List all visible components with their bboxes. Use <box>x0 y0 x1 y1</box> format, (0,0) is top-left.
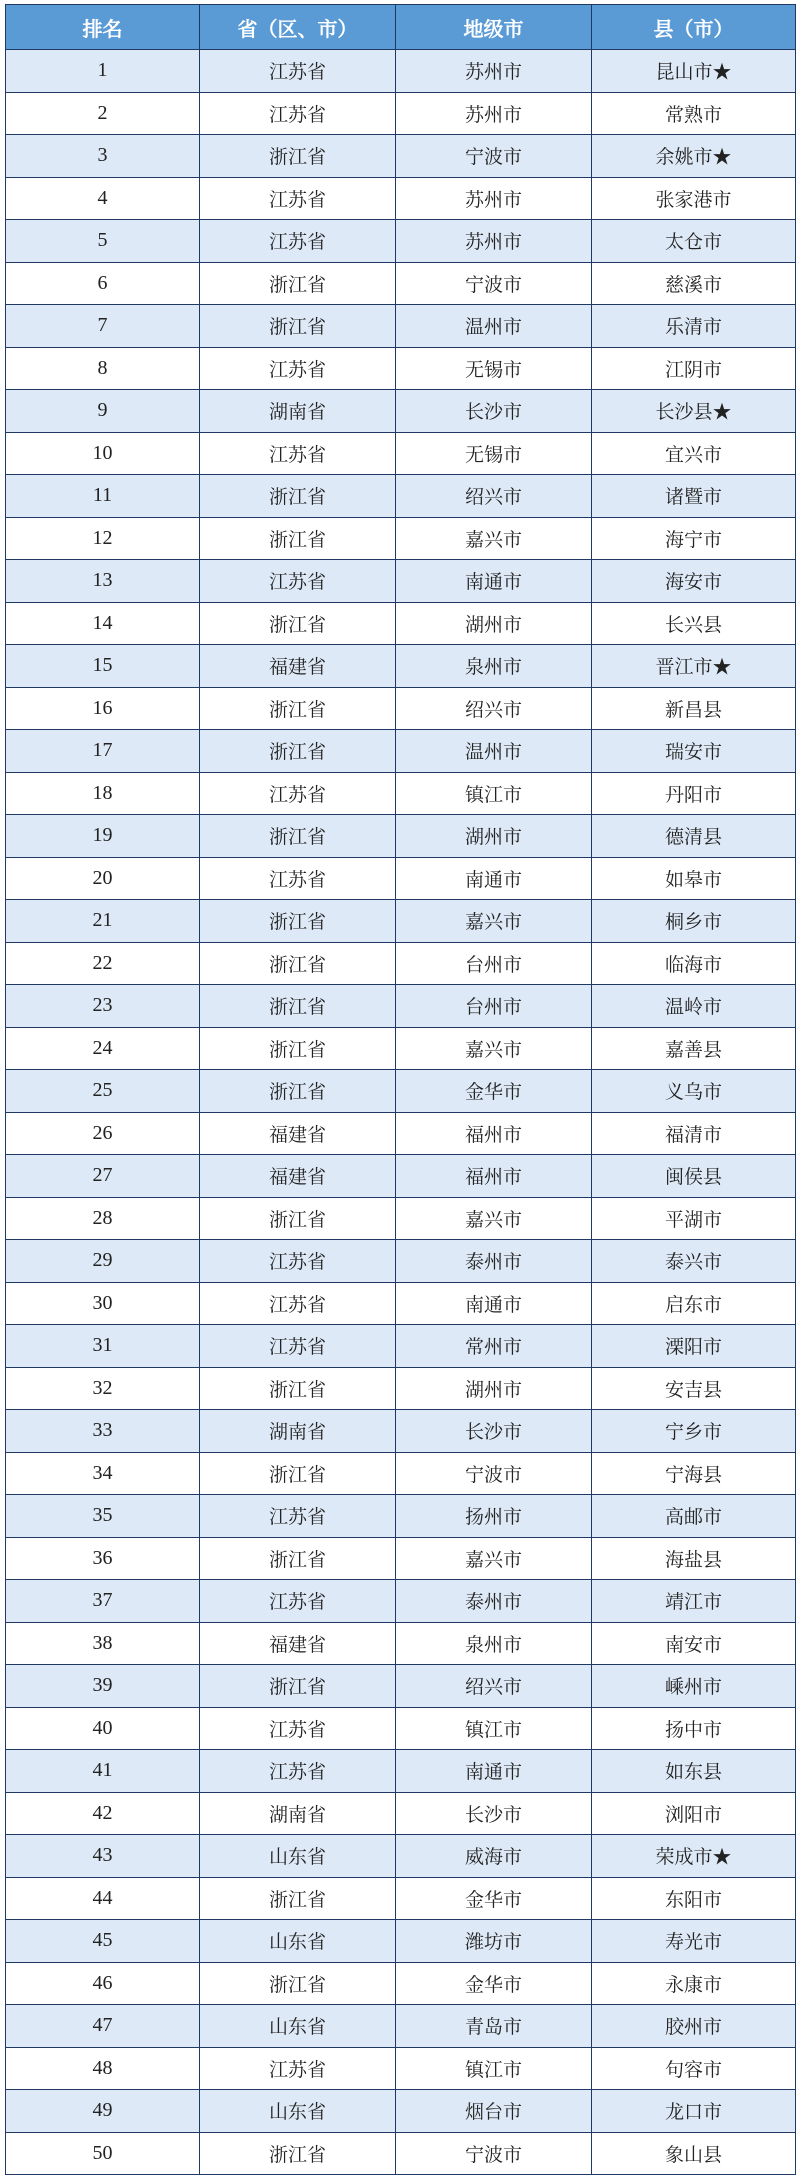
cell-rank: 47 <box>6 2005 200 2048</box>
cell-county: 平湖市 <box>592 1197 796 1240</box>
cell-province: 福建省 <box>200 645 396 688</box>
cell-province: 江苏省 <box>200 177 396 220</box>
header-prefecture-city: 地级市 <box>396 5 592 50</box>
cell-prefecture-city: 潍坊市 <box>396 1920 592 1963</box>
table-row <box>6 2047 796 2090</box>
cell-county: 德清县 <box>592 815 796 858</box>
cell-province: 山东省 <box>200 1920 396 1963</box>
cell-prefecture-city: 嘉兴市 <box>396 1537 592 1580</box>
cell-province: 山东省 <box>200 2005 396 2048</box>
cell-rank: 27 <box>6 1155 200 1198</box>
cell-prefecture-city: 嘉兴市 <box>396 517 592 560</box>
table-row <box>6 1325 796 1368</box>
cell-county: 瑞安市 <box>592 730 796 773</box>
cell-county: 乐清市 <box>592 305 796 348</box>
cell-rank: 23 <box>6 985 200 1028</box>
cell-prefecture-city: 苏州市 <box>396 50 592 93</box>
cell-prefecture-city: 绍兴市 <box>396 687 592 730</box>
table-row <box>6 262 796 305</box>
cell-prefecture-city: 宁波市 <box>396 2132 592 2175</box>
table-row <box>6 50 796 93</box>
cell-prefecture-city: 福州市 <box>396 1155 592 1198</box>
cell-county: 丹阳市 <box>592 772 796 815</box>
cell-province: 浙江省 <box>200 1877 396 1920</box>
cell-prefecture-city: 台州市 <box>396 942 592 985</box>
cell-prefecture-city: 长沙市 <box>396 1792 592 1835</box>
cell-province: 浙江省 <box>200 262 396 305</box>
cell-county: 义乌市 <box>592 1070 796 1113</box>
cell-province: 湖南省 <box>200 390 396 433</box>
table-row <box>6 305 796 348</box>
table-row <box>6 2090 796 2133</box>
cell-prefecture-city: 温州市 <box>396 730 592 773</box>
cell-prefecture-city: 泰州市 <box>396 1240 592 1283</box>
cell-rank: 10 <box>6 432 200 475</box>
cell-province: 江苏省 <box>200 220 396 263</box>
cell-prefecture-city: 泉州市 <box>396 1622 592 1665</box>
cell-rank: 11 <box>6 475 200 518</box>
table-row <box>6 220 796 263</box>
table-body <box>6 50 796 2175</box>
cell-province: 浙江省 <box>200 815 396 858</box>
cell-province: 湖南省 <box>200 1410 396 1453</box>
table-row <box>6 687 796 730</box>
cell-rank: 14 <box>6 602 200 645</box>
cell-province: 江苏省 <box>200 1495 396 1538</box>
header-row <box>6 5 796 50</box>
cell-province: 江苏省 <box>200 347 396 390</box>
header-rank: 排名 <box>6 5 200 50</box>
table-row <box>6 1452 796 1495</box>
cell-rank: 7 <box>6 305 200 348</box>
cell-prefecture-city: 镇江市 <box>396 772 592 815</box>
cell-rank: 8 <box>6 347 200 390</box>
cell-rank: 46 <box>6 1962 200 2005</box>
header-province: 省（区、市） <box>200 5 396 50</box>
cell-rank: 4 <box>6 177 200 220</box>
cell-county: 寿光市 <box>592 1920 796 1963</box>
cell-rank: 15 <box>6 645 200 688</box>
cell-province: 福建省 <box>200 1155 396 1198</box>
table-header <box>6 5 796 50</box>
table-row <box>6 985 796 1028</box>
cell-rank: 6 <box>6 262 200 305</box>
cell-rank: 44 <box>6 1877 200 1920</box>
cell-county: 福清市 <box>592 1112 796 1155</box>
table-row <box>6 2005 796 2048</box>
cell-rank: 16 <box>6 687 200 730</box>
table-row <box>6 1622 796 1665</box>
table-row <box>6 730 796 773</box>
table-row <box>6 1282 796 1325</box>
cell-rank: 32 <box>6 1367 200 1410</box>
cell-rank: 20 <box>6 857 200 900</box>
table-row <box>6 390 796 433</box>
cell-rank: 35 <box>6 1495 200 1538</box>
cell-rank: 48 <box>6 2047 200 2090</box>
cell-county: 高邮市 <box>592 1495 796 1538</box>
cell-rank: 3 <box>6 135 200 178</box>
cell-rank: 5 <box>6 220 200 263</box>
cell-county: 象山县 <box>592 2132 796 2175</box>
cell-province: 江苏省 <box>200 1750 396 1793</box>
cell-county: 常熟市 <box>592 92 796 135</box>
table-row <box>6 1835 796 1878</box>
cell-province: 浙江省 <box>200 985 396 1028</box>
table-row <box>6 432 796 475</box>
cell-province: 浙江省 <box>200 305 396 348</box>
table-row <box>6 1070 796 1113</box>
cell-rank: 13 <box>6 560 200 603</box>
table-row <box>6 1495 796 1538</box>
cell-province: 浙江省 <box>200 1367 396 1410</box>
cell-prefecture-city: 无锡市 <box>396 432 592 475</box>
cell-county: 浏阳市 <box>592 1792 796 1835</box>
cell-prefecture-city: 嘉兴市 <box>396 1027 592 1070</box>
cell-rank: 33 <box>6 1410 200 1453</box>
table-row <box>6 1962 796 2005</box>
cell-province: 江苏省 <box>200 92 396 135</box>
cell-province: 浙江省 <box>200 1537 396 1580</box>
cell-rank: 21 <box>6 900 200 943</box>
cell-prefecture-city: 金华市 <box>396 1070 592 1113</box>
cell-province: 浙江省 <box>200 135 396 178</box>
cell-rank: 36 <box>6 1537 200 1580</box>
cell-rank: 42 <box>6 1792 200 1835</box>
cell-prefecture-city: 金华市 <box>396 1962 592 2005</box>
cell-province: 浙江省 <box>200 900 396 943</box>
cell-prefecture-city: 无锡市 <box>396 347 592 390</box>
cell-county: 泰兴市 <box>592 1240 796 1283</box>
cell-rank: 29 <box>6 1240 200 1283</box>
cell-county: 江阴市 <box>592 347 796 390</box>
table-row <box>6 815 796 858</box>
cell-province: 浙江省 <box>200 730 396 773</box>
cell-prefecture-city: 湖州市 <box>396 1367 592 1410</box>
cell-province: 江苏省 <box>200 1282 396 1325</box>
cell-rank: 43 <box>6 1835 200 1878</box>
cell-county: 永康市 <box>592 1962 796 2005</box>
table-row <box>6 517 796 560</box>
cell-county: 温岭市 <box>592 985 796 1028</box>
table-row <box>6 942 796 985</box>
cell-province: 江苏省 <box>200 772 396 815</box>
cell-province: 浙江省 <box>200 687 396 730</box>
cell-rank: 31 <box>6 1325 200 1368</box>
cell-county: 诸暨市 <box>592 475 796 518</box>
cell-province: 江苏省 <box>200 1707 396 1750</box>
cell-province: 浙江省 <box>200 2132 396 2175</box>
cell-county: 桐乡市 <box>592 900 796 943</box>
table-row <box>6 1580 796 1623</box>
cell-county: 安吉县 <box>592 1367 796 1410</box>
table-row <box>6 1240 796 1283</box>
cell-prefecture-city: 泰州市 <box>396 1580 592 1623</box>
cell-county: 东阳市 <box>592 1877 796 1920</box>
cell-county: 余姚市★ <box>592 135 796 178</box>
cell-prefecture-city: 金华市 <box>396 1877 592 1920</box>
cell-province: 江苏省 <box>200 50 396 93</box>
cell-county: 荣成市★ <box>592 1835 796 1878</box>
cell-prefecture-city: 扬州市 <box>396 1495 592 1538</box>
table-row <box>6 1197 796 1240</box>
table-row <box>6 1537 796 1580</box>
table-row <box>6 1750 796 1793</box>
cell-prefecture-city: 湖州市 <box>396 602 592 645</box>
cell-prefecture-city: 威海市 <box>396 1835 592 1878</box>
cell-prefecture-city: 苏州市 <box>396 220 592 263</box>
cell-county: 海安市 <box>592 560 796 603</box>
table-row <box>6 177 796 220</box>
table-row <box>6 1027 796 1070</box>
cell-province: 浙江省 <box>200 475 396 518</box>
cell-rank: 45 <box>6 1920 200 1963</box>
cell-province: 浙江省 <box>200 1027 396 1070</box>
cell-county: 长沙县★ <box>592 390 796 433</box>
cell-county: 长兴县 <box>592 602 796 645</box>
cell-county: 临海市 <box>592 942 796 985</box>
cell-county: 闽侯县 <box>592 1155 796 1198</box>
cell-rank: 37 <box>6 1580 200 1623</box>
table-row <box>6 857 796 900</box>
cell-county: 慈溪市 <box>592 262 796 305</box>
cell-county: 靖江市 <box>592 1580 796 1623</box>
cell-prefecture-city: 嘉兴市 <box>396 1197 592 1240</box>
cell-prefecture-city: 宁波市 <box>396 135 592 178</box>
table-row <box>6 1877 796 1920</box>
cell-prefecture-city: 泉州市 <box>396 645 592 688</box>
cell-county: 嵊州市 <box>592 1665 796 1708</box>
cell-rank: 50 <box>6 2132 200 2175</box>
table-row <box>6 1155 796 1198</box>
cell-rank: 2 <box>6 92 200 135</box>
table-row <box>6 1665 796 1708</box>
cell-county: 溧阳市 <box>592 1325 796 1368</box>
cell-province: 江苏省 <box>200 857 396 900</box>
cell-rank: 49 <box>6 2090 200 2133</box>
cell-province: 山东省 <box>200 1835 396 1878</box>
cell-county: 张家港市 <box>592 177 796 220</box>
cell-county: 嘉善县 <box>592 1027 796 1070</box>
cell-rank: 41 <box>6 1750 200 1793</box>
cell-rank: 30 <box>6 1282 200 1325</box>
cell-rank: 40 <box>6 1707 200 1750</box>
cell-county: 新昌县 <box>592 687 796 730</box>
cell-province: 福建省 <box>200 1112 396 1155</box>
table-row <box>6 772 796 815</box>
cell-province: 江苏省 <box>200 1240 396 1283</box>
cell-province: 湖南省 <box>200 1792 396 1835</box>
cell-prefecture-city: 宁波市 <box>396 262 592 305</box>
table-row <box>6 1410 796 1453</box>
table-row <box>6 135 796 178</box>
cell-province: 浙江省 <box>200 1962 396 2005</box>
table-row <box>6 560 796 603</box>
cell-prefecture-city: 南通市 <box>396 1282 592 1325</box>
cell-province: 浙江省 <box>200 942 396 985</box>
cell-prefecture-city: 宁波市 <box>396 1452 592 1495</box>
cell-county: 宁海县 <box>592 1452 796 1495</box>
cell-prefecture-city: 镇江市 <box>396 1707 592 1750</box>
cell-province: 浙江省 <box>200 1665 396 1708</box>
cell-rank: 34 <box>6 1452 200 1495</box>
cell-prefecture-city: 台州市 <box>396 985 592 1028</box>
cell-province: 浙江省 <box>200 602 396 645</box>
cell-rank: 25 <box>6 1070 200 1113</box>
table-row <box>6 1367 796 1410</box>
cell-province: 山东省 <box>200 2090 396 2133</box>
county-ranking-table <box>5 4 796 2175</box>
cell-prefecture-city: 温州市 <box>396 305 592 348</box>
cell-prefecture-city: 湖州市 <box>396 815 592 858</box>
table-row <box>6 645 796 688</box>
cell-prefecture-city: 青岛市 <box>396 2005 592 2048</box>
table-row <box>6 1707 796 1750</box>
cell-rank: 39 <box>6 1665 200 1708</box>
table-row <box>6 92 796 135</box>
cell-county: 海盐县 <box>592 1537 796 1580</box>
cell-rank: 9 <box>6 390 200 433</box>
cell-prefecture-city: 嘉兴市 <box>396 900 592 943</box>
cell-county: 昆山市★ <box>592 50 796 93</box>
cell-county: 龙口市 <box>592 2090 796 2133</box>
table-row <box>6 475 796 518</box>
cell-province: 江苏省 <box>200 1325 396 1368</box>
cell-prefecture-city: 绍兴市 <box>396 475 592 518</box>
cell-prefecture-city: 福州市 <box>396 1112 592 1155</box>
cell-province: 江苏省 <box>200 2047 396 2090</box>
cell-province: 福建省 <box>200 1622 396 1665</box>
header-county: 县（市） <box>592 5 796 50</box>
cell-rank: 1 <box>6 50 200 93</box>
cell-county: 海宁市 <box>592 517 796 560</box>
cell-province: 江苏省 <box>200 560 396 603</box>
cell-rank: 26 <box>6 1112 200 1155</box>
cell-province: 浙江省 <box>200 1070 396 1113</box>
cell-province: 江苏省 <box>200 1580 396 1623</box>
table-row <box>6 602 796 645</box>
cell-rank: 38 <box>6 1622 200 1665</box>
cell-rank: 19 <box>6 815 200 858</box>
cell-county: 如皋市 <box>592 857 796 900</box>
cell-county: 胶州市 <box>592 2005 796 2048</box>
cell-prefecture-city: 镇江市 <box>396 2047 592 2090</box>
cell-rank: 24 <box>6 1027 200 1070</box>
cell-province: 浙江省 <box>200 517 396 560</box>
cell-rank: 28 <box>6 1197 200 1240</box>
cell-prefecture-city: 苏州市 <box>396 177 592 220</box>
cell-rank: 17 <box>6 730 200 773</box>
cell-prefecture-city: 常州市 <box>396 1325 592 1368</box>
cell-prefecture-city: 南通市 <box>396 1750 592 1793</box>
cell-county: 晋江市★ <box>592 645 796 688</box>
cell-rank: 22 <box>6 942 200 985</box>
cell-county: 句容市 <box>592 2047 796 2090</box>
cell-prefecture-city: 绍兴市 <box>396 1665 592 1708</box>
cell-prefecture-city: 苏州市 <box>396 92 592 135</box>
cell-province: 浙江省 <box>200 1452 396 1495</box>
cell-province: 江苏省 <box>200 432 396 475</box>
cell-county: 宜兴市 <box>592 432 796 475</box>
table-row <box>6 900 796 943</box>
cell-rank: 12 <box>6 517 200 560</box>
table-row <box>6 1792 796 1835</box>
cell-prefecture-city: 长沙市 <box>396 390 592 433</box>
table-row <box>6 2132 796 2175</box>
cell-province: 浙江省 <box>200 1197 396 1240</box>
table-row <box>6 1112 796 1155</box>
cell-county: 南安市 <box>592 1622 796 1665</box>
cell-county: 太仓市 <box>592 220 796 263</box>
cell-prefecture-city: 烟台市 <box>396 2090 592 2133</box>
cell-prefecture-city: 南通市 <box>396 857 592 900</box>
cell-rank: 18 <box>6 772 200 815</box>
table-row <box>6 347 796 390</box>
cell-prefecture-city: 长沙市 <box>396 1410 592 1453</box>
cell-prefecture-city: 南通市 <box>396 560 592 603</box>
cell-county: 如东县 <box>592 1750 796 1793</box>
cell-county: 启东市 <box>592 1282 796 1325</box>
cell-county: 宁乡市 <box>592 1410 796 1453</box>
cell-county: 扬中市 <box>592 1707 796 1750</box>
table-row <box>6 1920 796 1963</box>
ranking-table-container <box>5 4 795 2175</box>
